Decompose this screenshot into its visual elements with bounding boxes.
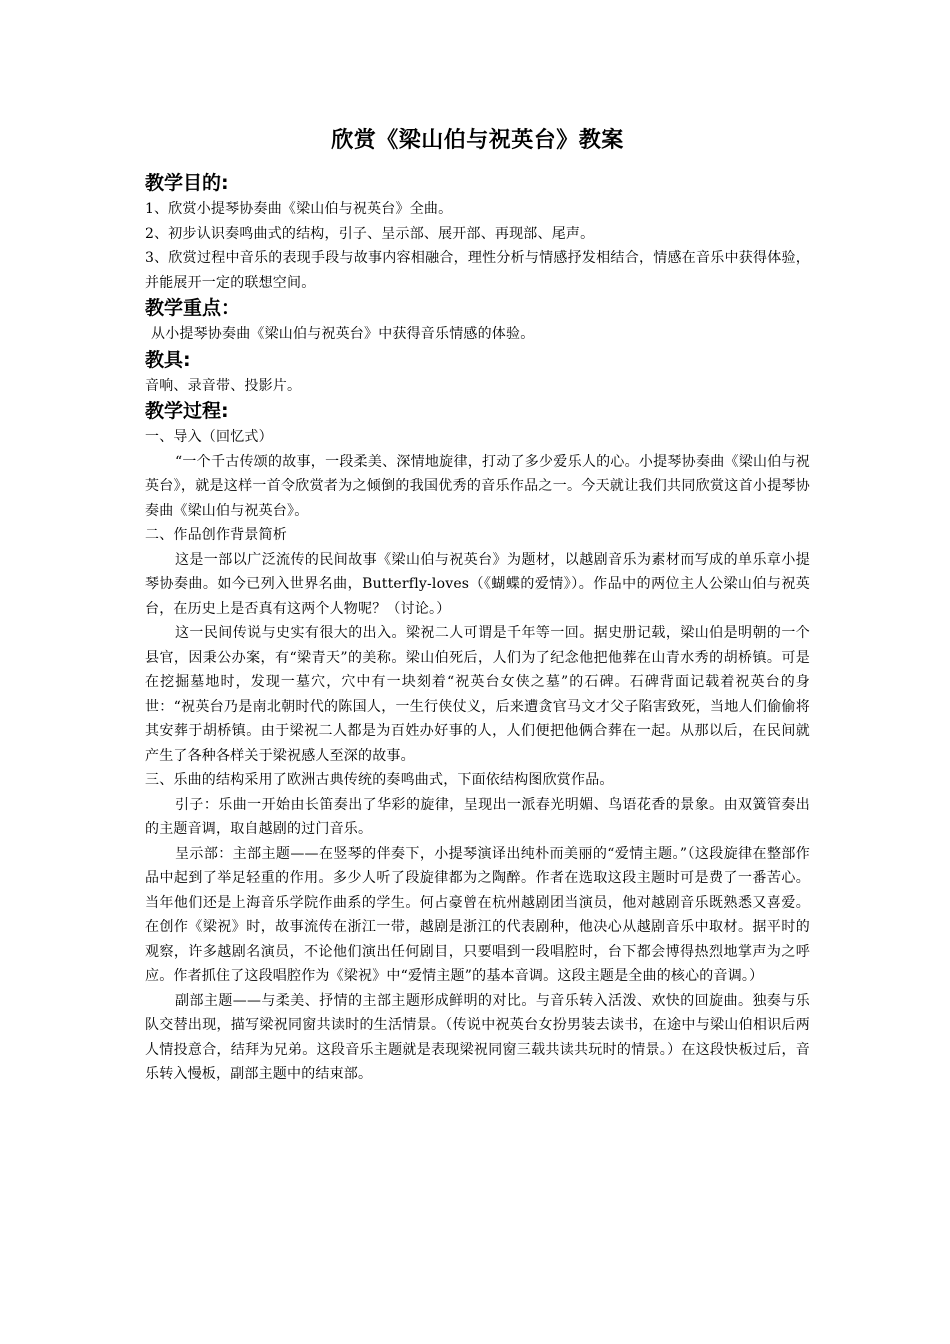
process-part2-title: 二、作品创作背景简析 xyxy=(145,527,287,543)
process-part2-text1: 这是一部以广泛流传的民间故事《梁山伯与祝英台》为题材，以越剧音乐为素材而写成的单乐章小提琴协奏曲。如今已列入世界名曲，Butterfly-loves（《蝴蝶的爱情》）。作品中的两位主人公梁山伯与祝英台，在历史上是否真有这两个人物呢？（讨论。） xyxy=(145,551,810,617)
materials-text: 音响、录音带、投影片。 xyxy=(145,377,302,394)
process-part3-exposition: 呈示部：主部主题——在竖琴的伴奏下，小提琴演译出纯朴而美丽的“爱情主题。”（这段旋律在整部作品中起到了举足轻重的作用。多少人听了段旋律都为之陶醉。作者在选取这段主题时可是费了一番苦心。当年他们还是上海音乐学院作曲系的学生。何占豪曾在杭州越剧团当演员，他对越剧音乐既熟悉又喜爱。在创作《梁祝》时，故事流传在浙江一带，越剧是浙江的代表剧种，他决心从越剧音乐中取材。据平时的观察，许多越剧名演员，不论他们演出任何剧目，只要唱到一段唱腔时，台下都会博得热烈地掌声为之呼应。作者抓住了这段唱腔作为《梁祝》中“爱情主题”的基本音调。这段主题是全曲的核心的音调。） xyxy=(145,845,810,984)
key-points-heading: 教学重点： xyxy=(145,297,241,319)
objective-item-1: 1、欣赏小提琴协奏曲《梁山伯与祝英台》全曲。 xyxy=(145,201,453,217)
objective-item-2: 2、初步认识奏鸣曲式的结构，引子、呈示部、展开部、再现部、尾声。 xyxy=(145,225,595,242)
process-part3-intro: 引子：乐曲一开始由长笛奏出了华彩的旋律，呈现出一派春光明媚、鸟语花香的景象。由双簧管奏出的主题音调，取自越剧的过门音乐。 xyxy=(145,796,810,837)
objectives-heading: 教学目的: xyxy=(145,172,229,194)
process-part3-title: 三、乐曲的结构采用了欧洲古典传统的奏鸣曲式，下面依结构图欣赏作品。 xyxy=(145,772,614,788)
process-part1-title: 一、导入（回忆式） xyxy=(145,429,273,445)
document-page xyxy=(145,118,810,1087)
process-heading: 教学过程: xyxy=(145,400,229,422)
process-part2-text2: 这一民间传说与史实有很大的出入。梁祝二人可谓是千年等一回。据史册记载，梁山伯是明朝的一个县官，因秉公办案，有“梁青天”的美称。梁山伯死后，人们为了纪念他把他葬在山青水秀的胡桥镇。可是在挖掘墓地时，发现一墓穴，穴中有一块刻着“祝英台女侠之墓”的石碑。石碑背面记载着祝英台的身世：“祝英台乃是南北朝时代的陈国人，一生行侠仗义，后来遭贪官马文才父子陷害致死，当地人们偷偷将其安葬于胡桥镇。由于梁祝二人都是为百姓办好事的人，人们便把他俩合葬在一起。从那以后，在民间就产生了各种各样关于梁祝感人至深的故事。 xyxy=(145,625,810,764)
materials-heading: 教具: xyxy=(145,348,191,371)
document-title: 欣赏《梁山伯与祝英台》教案 xyxy=(331,128,624,153)
process-part3-subtheme: 副部主题——与柔美、抒情的主部主题形成鲜明的对比。与音乐转入活泼、欢快的回旋曲。独奏与乐队交替出现，描写梁祝同窗共读时的生活情景。（传说中祝英台女扮男装去读书，在途中与梁山伯相识后两人情投意合，结拜为兄弟。这段音乐主题就是表现梁祝同窗三载共读共玩时的情景。）在这段快板过后，音乐转入慢板，副部主题中的结束部。 xyxy=(145,992,810,1082)
key-points-text: 从小提琴协奏曲《梁山伯与祝英台》中获得音乐情感的体验。 xyxy=(151,326,535,342)
objective-item-3: 3、欣赏过程中音乐的表现手段与故事内容相融合，理性分析与情感抒发相结合，情感在音乐中获得体验，并能展开一定的联想空间。 xyxy=(145,250,810,291)
process-part1-text: “一个千古传颂的故事，一段柔美、深情地旋律，打动了多少爱乐人的心。小提琴协奏曲《梁山伯与祝英台》，就是这样一首令欣赏者为之倾倒的我国优秀的音乐作品之一。今天就让我们共同欣赏这首小提琴协奏曲《梁山伯与祝英台》。 xyxy=(145,453,810,519)
